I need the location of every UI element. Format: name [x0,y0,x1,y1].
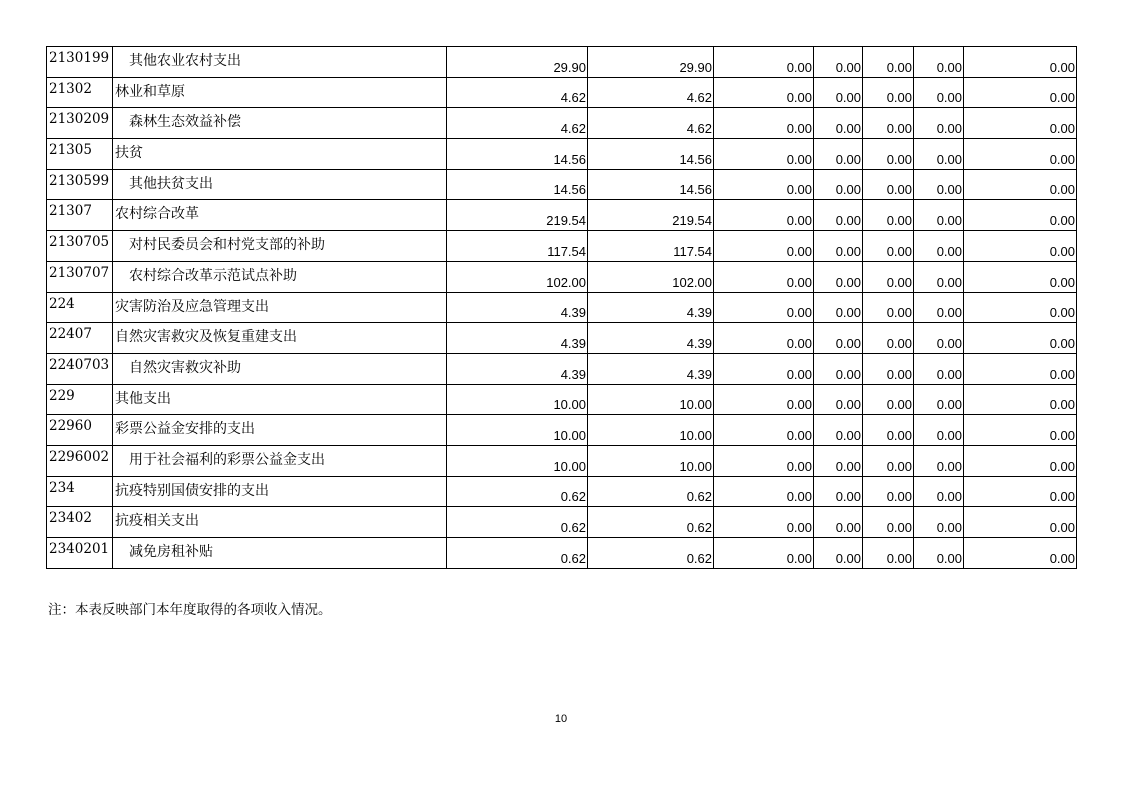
amount-cell: 0.00 [814,139,863,170]
subject-name-cell: 林业和草原 [113,77,447,108]
amount-cell: 0.00 [914,292,964,323]
amount-cell: 0.00 [863,323,914,354]
table-row [47,200,1077,231]
amount-cell: 0.00 [714,353,814,384]
amount-cell: 0.00 [964,538,1077,569]
subject-code-cell: 2130199 [47,47,113,78]
amount-cell: 0.00 [914,415,964,446]
subject-code-cell: 21302 [47,77,113,108]
subject-name-cell: 抗疫相关支出 [113,507,447,538]
amount-cell: 0.00 [964,261,1077,292]
subject-name-cell: 自然灾害救灾补助 [113,353,447,384]
subject-code-cell: 22407 [47,323,113,354]
amount-cell: 4.62 [447,77,588,108]
amount-cell: 0.00 [714,108,814,139]
amount-cell: 0.62 [447,538,588,569]
amount-cell: 0.00 [863,538,914,569]
amount-cell: 0.00 [714,384,814,415]
amount-cell: 0.00 [814,169,863,200]
amount-cell: 0.00 [914,538,964,569]
amount-cell: 0.00 [964,231,1077,262]
amount-cell: 102.00 [447,261,588,292]
subject-name-cell: 灾害防治及应急管理支出 [113,292,447,323]
amount-cell: 102.00 [588,261,714,292]
amount-cell: 0.00 [863,47,914,78]
amount-cell: 0.00 [814,292,863,323]
amount-cell: 10.00 [588,415,714,446]
subject-name-cell: 其他扶贫支出 [113,169,447,200]
amount-cell: 0.00 [714,77,814,108]
amount-cell: 0.00 [914,108,964,139]
amount-cell: 0.00 [863,77,914,108]
amount-cell: 0.00 [914,169,964,200]
amount-cell: 0.00 [814,384,863,415]
amount-cell: 0.00 [863,200,914,231]
page-number: 10 [554,713,568,725]
amount-cell: 0.00 [863,108,914,139]
table-row [47,108,1077,139]
subject-name-cell: 森林生态效益补偿 [113,108,447,139]
amount-cell: 0.00 [814,231,863,262]
amount-cell: 0.00 [814,476,863,507]
table-row [47,261,1077,292]
amount-cell: 4.62 [447,108,588,139]
table-row [47,169,1077,200]
amount-cell: 0.00 [814,323,863,354]
subject-code-cell: 234 [47,476,113,507]
amount-cell: 10.00 [447,415,588,446]
amount-cell: 0.00 [863,507,914,538]
amount-cell: 14.56 [447,139,588,170]
amount-cell: 0.00 [714,139,814,170]
amount-cell: 14.56 [447,169,588,200]
amount-cell: 0.00 [814,108,863,139]
amount-cell: 10.00 [588,445,714,476]
amount-cell: 0.00 [714,476,814,507]
amount-cell: 0.62 [588,507,714,538]
amount-cell: 0.00 [914,200,964,231]
amount-cell: 219.54 [588,200,714,231]
amount-cell: 0.00 [964,292,1077,323]
amount-cell: 0.00 [863,261,914,292]
amount-cell: 0.00 [914,261,964,292]
amount-cell: 0.00 [714,445,814,476]
amount-cell: 0.00 [863,384,914,415]
amount-cell: 0.00 [964,139,1077,170]
table-body [47,47,1077,569]
amount-cell: 10.00 [588,384,714,415]
table-row [47,139,1077,170]
table-row [47,445,1077,476]
amount-cell: 0.00 [814,353,863,384]
amount-cell: 0.00 [814,415,863,446]
subject-code-cell: 2130209 [47,108,113,139]
amount-cell: 0.00 [914,47,964,78]
subject-code-cell: 22960 [47,415,113,446]
amount-cell: 0.00 [814,77,863,108]
amount-cell: 4.39 [447,292,588,323]
amount-cell: 0.00 [814,200,863,231]
subject-name-cell: 其他支出 [113,384,447,415]
amount-cell: 0.00 [863,292,914,323]
amount-cell: 0.00 [914,353,964,384]
subject-name-cell: 农村综合改革 [113,200,447,231]
table-row [47,47,1077,78]
table-row [47,231,1077,262]
amount-cell: 0.00 [814,261,863,292]
amount-cell: 117.54 [447,231,588,262]
amount-cell: 0.62 [588,538,714,569]
amount-cell: 0.00 [863,169,914,200]
amount-cell: 4.62 [588,77,714,108]
amount-cell: 117.54 [588,231,714,262]
amount-cell: 0.00 [964,445,1077,476]
amount-cell: 14.56 [588,169,714,200]
amount-cell: 4.39 [447,323,588,354]
amount-cell: 0.00 [964,415,1077,446]
amount-cell: 0.00 [863,476,914,507]
amount-cell: 0.00 [714,200,814,231]
subject-code-cell: 224 [47,292,113,323]
subject-code-cell: 2130705 [47,231,113,262]
subject-code-cell: 23402 [47,507,113,538]
amount-cell: 0.00 [714,415,814,446]
amount-cell: 0.00 [914,231,964,262]
amount-cell: 4.39 [588,323,714,354]
subject-code-cell: 2340201 [47,538,113,569]
amount-cell: 0.00 [914,507,964,538]
amount-cell: 0.00 [814,47,863,78]
amount-cell: 0.62 [588,476,714,507]
amount-cell: 0.00 [964,169,1077,200]
amount-cell: 0.00 [914,323,964,354]
amount-cell: 0.00 [863,415,914,446]
subject-name-cell: 自然灾害救灾及恢复重建支出 [113,323,447,354]
subject-name-cell: 其他农业农村支出 [113,47,447,78]
amount-cell: 0.00 [914,445,964,476]
table-row [47,323,1077,354]
subject-name-cell: 对村民委员会和村党支部的补助 [113,231,447,262]
amount-cell: 0.00 [914,77,964,108]
subject-code-cell: 21305 [47,139,113,170]
amount-cell: 219.54 [447,200,588,231]
table-row [47,384,1077,415]
amount-cell: 0.00 [863,445,914,476]
amount-cell: 0.00 [714,538,814,569]
amount-cell: 0.00 [863,139,914,170]
amount-cell: 0.00 [714,292,814,323]
amount-cell: 0.00 [863,353,914,384]
amount-cell: 0.00 [714,169,814,200]
subject-code-cell: 2240703 [47,353,113,384]
amount-cell: 4.62 [588,108,714,139]
amount-cell: 0.00 [814,538,863,569]
amount-cell: 0.00 [964,200,1077,231]
amount-cell: 0.00 [964,323,1077,354]
amount-cell: 0.00 [964,384,1077,415]
amount-cell: 0.00 [914,384,964,415]
table-row [47,292,1077,323]
subject-code-cell: 2296002 [47,445,113,476]
amount-cell: 0.00 [964,108,1077,139]
amount-cell: 0.00 [714,231,814,262]
amount-cell: 0.00 [914,476,964,507]
amount-cell: 0.00 [964,353,1077,384]
amount-cell: 14.56 [588,139,714,170]
amount-cell: 0.00 [964,77,1077,108]
amount-cell: 0.00 [714,47,814,78]
amount-cell: 0.00 [914,139,964,170]
subject-name-cell: 用于社会福利的彩票公益金支出 [113,445,447,476]
subject-code-cell: 229 [47,384,113,415]
amount-cell: 0.62 [447,476,588,507]
amount-cell: 4.39 [588,292,714,323]
amount-cell: 0.00 [964,476,1077,507]
amount-cell: 0.00 [714,323,814,354]
subject-code-cell: 2130599 [47,169,113,200]
amount-cell: 0.00 [964,507,1077,538]
amount-cell: 0.00 [964,47,1077,78]
table-row [47,77,1077,108]
amount-cell: 0.00 [814,445,863,476]
amount-cell: 0.00 [863,231,914,262]
subject-name-cell: 减免房租补贴 [113,538,447,569]
table-row [47,415,1077,446]
amount-cell: 10.00 [447,445,588,476]
subject-name-cell: 彩票公益金安排的支出 [113,415,447,446]
subject-name-cell: 农村综合改革示范试点补助 [113,261,447,292]
table-row [47,538,1077,569]
amount-cell: 4.39 [588,353,714,384]
amount-cell: 4.39 [447,353,588,384]
table-row [47,353,1077,384]
subject-name-cell: 抗疫特别国债安排的支出 [113,476,447,507]
subject-code-cell: 2130707 [47,261,113,292]
subject-name-cell: 扶贫 [113,139,447,170]
subject-code-cell: 21307 [47,200,113,231]
amount-cell: 0.00 [814,507,863,538]
amount-cell: 10.00 [447,384,588,415]
amount-cell: 29.90 [447,47,588,78]
table-row [47,507,1077,538]
amount-cell: 29.90 [588,47,714,78]
amount-cell: 0.00 [714,261,814,292]
budget-table [46,46,1077,569]
amount-cell: 0.00 [714,507,814,538]
amount-cell: 0.62 [447,507,588,538]
table-footnote: 注：本表反映部门本年度取得的各项收入情况。 [48,602,332,618]
table-row [47,476,1077,507]
